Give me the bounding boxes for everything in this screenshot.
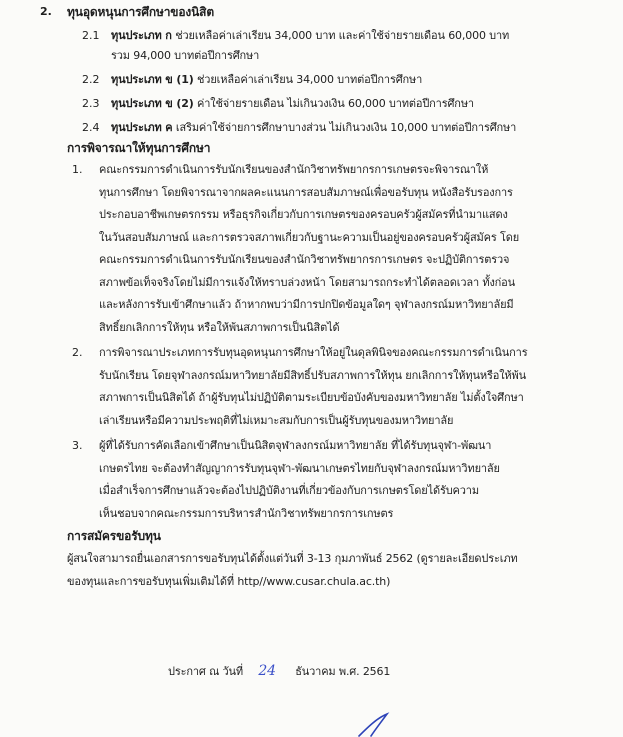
scholarship-description: ช่วยเหลือค่าเล่าเรียน 34,000 บาทต่อปีการศึกษา (196, 73, 423, 86)
item-number: 2.3 (82, 97, 100, 110)
announcement-line (168, 663, 390, 680)
paragraph-line: รับนักเรียน โดยจุฬาลงกรณ์มหาวิทยาลัยมีสิทธิ์ปรับสภาพการให้ทุน ยกเลิกการให้ทุนหรือให้พ้น (99, 369, 526, 382)
item-number: 2.2 (82, 73, 100, 86)
item-number: 3. (72, 439, 83, 452)
paragraph-line: และหลังการรับเข้าศึกษาแล้ว ถ้าหากพบว่ามีการปกปิดข้อมูลใดๆ จุฬาลงกรณ์มหาวิทยาลัยมี (99, 298, 514, 311)
scholarship-type: ทุนประเภท ค (111, 121, 173, 134)
paragraph-line: คณะกรรมการดำเนินการรับนักเรียนของสำนักวิชาทรัพยากรการเกษตรจะพิจารณาให้ (99, 163, 489, 176)
scholarship-item (111, 28, 509, 44)
paragraph-line: เกษตรไทย จะต้องทำสัญญาการรับทุนจุฬา-พัฒนาเกษตรไทยกับจุฬาลงกรณ์มหาวิทยาลัย (99, 462, 500, 475)
scholarship-type: ทุนประเภท ข (2) (111, 97, 194, 110)
item-number: 1. (72, 163, 83, 176)
section-heading: ทุนอุดหนุนการศึกษาของนิสิต (67, 5, 215, 19)
announcement-prefix: ประกาศ ณ วันที่ (168, 665, 243, 678)
paragraph-line: ผู้ที่ได้รับการคัดเลือกเข้าศึกษาเป็นนิสิตจุฬาลงกรณ์มหาวิทยาลัย ที่ได้รับทุนจุฬา-พัฒนา (99, 439, 492, 452)
announcement-day: 24 (258, 663, 276, 679)
paragraph-line: เมื่อสำเร็จการศึกษาแล้วจะต้องไปปฏิบัติงานที่เกี่ยวข้องกับการเกษตรโดยได้รับความ (99, 484, 479, 497)
section-number: 2. (40, 5, 52, 18)
item-number: 2. (72, 346, 83, 359)
paragraph-line: เห็นชอบจากคณะกรรมการบริหารสำนักวิชาทรัพยากรการเกษตร (99, 507, 394, 520)
item-number: 2.4 (82, 121, 100, 134)
paragraph-line: สภาพการเป็นนิสิตได้ ถ้าผู้รับทุนไม่ปฏิบัติตามระเบียบข้อบังคับของมหาวิทยาลัย ไม่ตั้งใจศึกษา (99, 391, 524, 404)
paragraph-line: ของทุนและการขอรับทุนเพิ่มเติมได้ที่ http//www.cusar.chula.ac.th) (67, 575, 391, 588)
scholarship-type: ทุนประเภท ก (111, 29, 172, 42)
scholarship-description: เสริมค่าใช้จ่ายการศึกษาบางส่วน ไม่เกินวงเงิน 10,000 บาทต่อปีการศึกษา (175, 121, 517, 134)
signature-mark (355, 712, 395, 737)
consideration-heading: การพิจารณาให้ทุนการศึกษา (67, 141, 211, 155)
paragraph-line: ประกอบอาชีพเกษตรกรรม หรือธุรกิจเกี่ยวกับการเกษตรของครอบครัวผู้สมัครที่นำมาแสดง (99, 208, 508, 221)
paragraph-line: ในวันสอบสัมภาษณ์ และการตรวจสภาพเกี่ยวกับฐานะความเป็นอยู่ของครอบครัวผู้สมัคร โดย (99, 231, 519, 244)
scholarship-item (111, 96, 474, 112)
scholarship-description: ค่าใช้จ่ายรายเดือน ไม่เกินวงเงิน 60,000 บาทต่อปีการศึกษา (196, 97, 474, 110)
paragraph-line: เล่าเรียนหรือมีความประพฤติที่ไม่เหมาะสมกับการเป็นผู้รับทุนของมหาวิทยาลัย (99, 414, 454, 427)
paragraph-line: ทุนการศึกษา โดยพิจารณาจากผลคะแนนการสอบสัมภาษณ์เพื่อขอรับทุน หนังสือรับรองการ (99, 186, 513, 199)
announcement-month-year: ธันวาคม พ.ศ. 2561 (295, 665, 391, 678)
paragraph-line: ผู้สนใจสามารถยื่นเอกสารการขอรับทุนได้ตั้งแต่วันที่ 3-13 กุมภาพันธ์ 2562 (ดูรายละเอียดประเภท (67, 552, 518, 565)
scholarship-description: ช่วยเหลือค่าเล่าเรียน 34,000 บาท และค่าใช้จ่ายรายเดือน 60,000 บาท (175, 29, 510, 42)
item-number: 2.1 (82, 29, 100, 42)
paragraph-line: สภาพข้อเท็จจริงโดยไม่มีการแจ้งให้ทราบล่วงหน้า โดยสามารถกระทำได้ตลอดเวลา ทั้งก่อน (99, 276, 516, 289)
scholarship-description-cont: รวม 94,000 บาทต่อปีการศึกษา (111, 49, 260, 62)
paragraph-line: สิทธิ์ยกเลิกการให้ทุน หรือให้พ้นสภาพการเป็นนิสิตได้ (99, 321, 340, 334)
application-heading: การสมัครขอรับทุน (67, 529, 161, 543)
scholarship-type: ทุนประเภท ข (1) (111, 73, 194, 86)
paragraph-line: คณะกรรมการดำเนินการรับนักเรียนของสำนักวิชาทรัพยากรการเกษตร จะปฏิบัติการตรวจ (99, 253, 510, 266)
paragraph-line: การพิจารณาประเภทการรับทุนอุดหนุนการศึกษาให้อยู่ในดุลพินิจของคณะกรรมการดำเนินการ (99, 346, 528, 359)
scholarship-item (111, 120, 516, 136)
scholarship-item (111, 72, 422, 88)
